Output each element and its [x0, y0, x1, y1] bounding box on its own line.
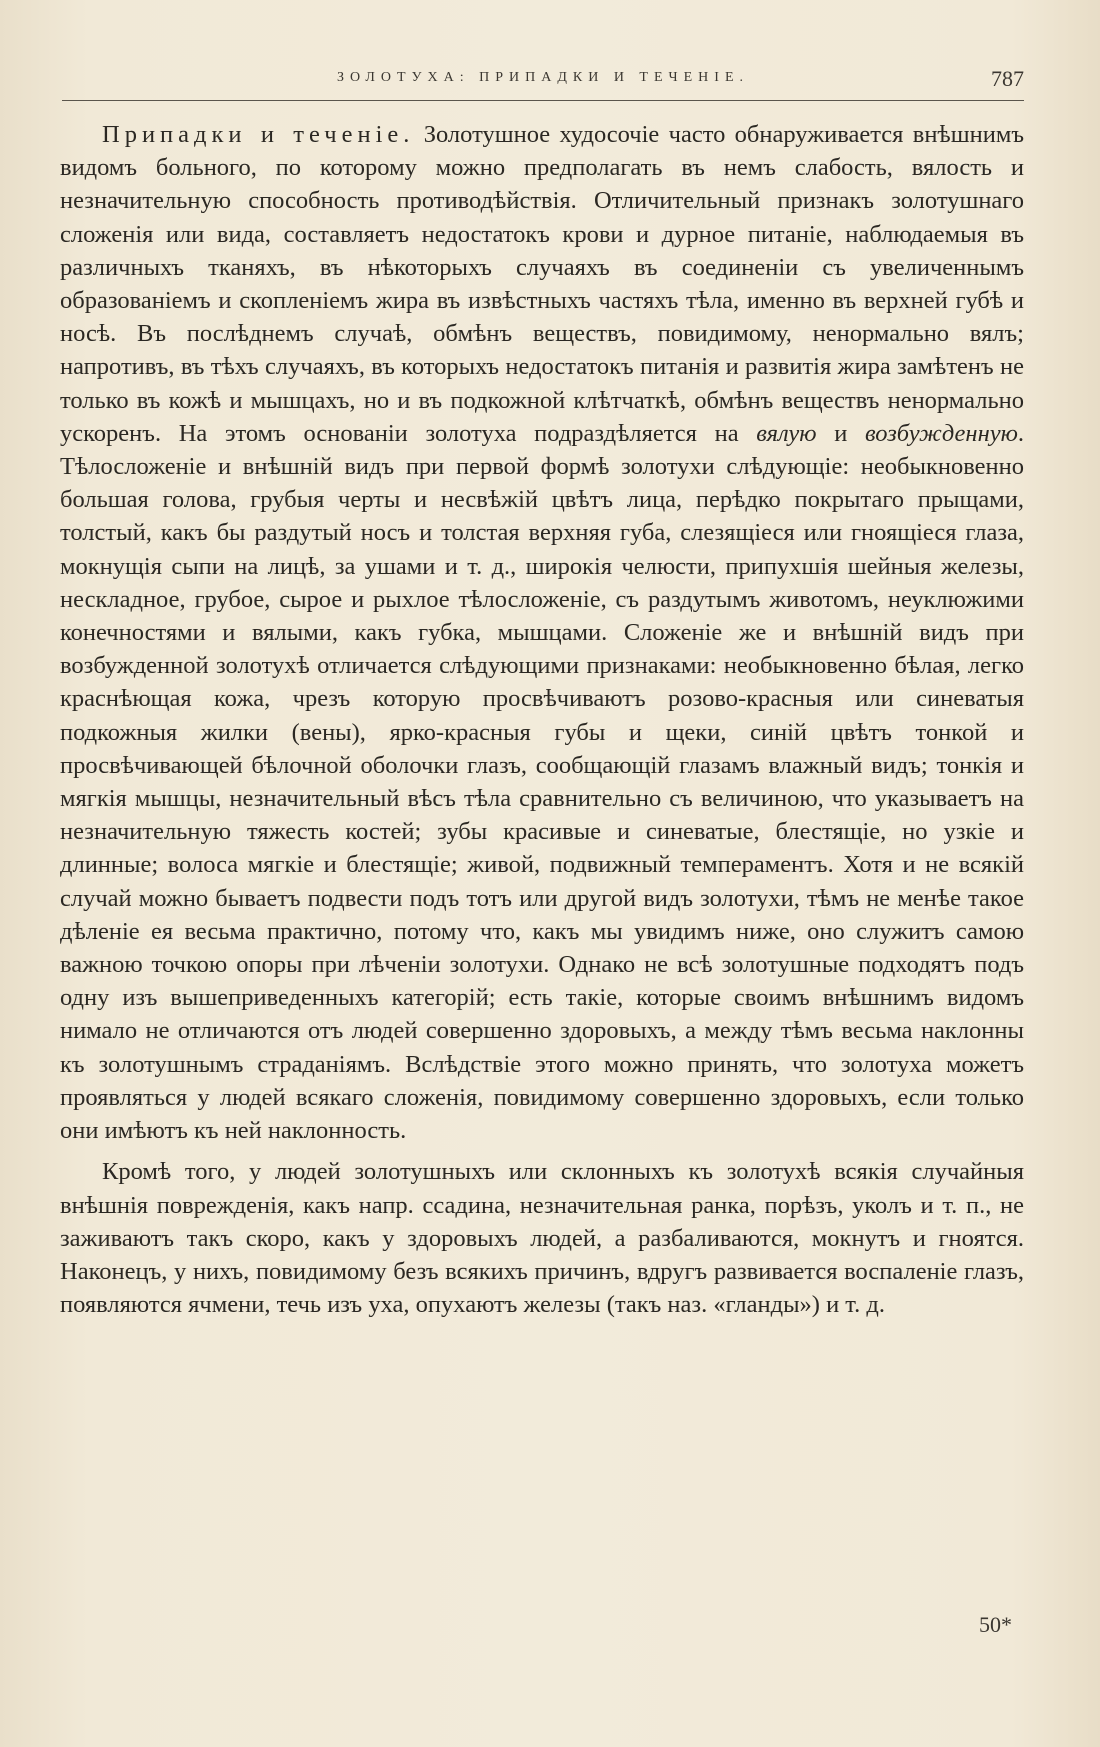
page-header [62, 66, 1024, 96]
running-head: ЗОЛОТУХА: ПРИПАДКИ И ТЕЧЕНІЕ. [336, 70, 750, 85]
emphasis-excited: возбужденную [865, 419, 1018, 447]
paragraph-injuries: Кромѣ того, у людей золотушныхъ или склонныхъ къ золотухѣ всякія случайныя внѣшнія поврежденія, какъ напр. ссадина, незначительная ранка, порѣзъ, уколъ и т. п., не заживаютъ такъ скоро, какъ у здоровыхъ людей, а разбаливаются, мокнутъ и гноятся. Наконецъ, у нихъ, повидимому безъ всякихъ причинъ, вдругъ развивается воспаленіе глазъ, появляются ячмени, течь изъ уха, опухаютъ железы (такъ наз. «гланды») и т. д. [60, 1158, 1024, 1319]
emphasis-sluggish: вялую [756, 419, 817, 447]
page-number: 787 [991, 66, 1024, 91]
header-rule [62, 100, 1024, 101]
paragraph-symptoms [60, 118, 1024, 1147]
body-text [60, 118, 1024, 1321]
paragraph-text: Золотушное худосочіе часто обнаруживается внѣшнимъ видомъ больного, по которому можно предполагать въ немъ слабость, вялость и незначительную способность противодѣйствія. Отличительный признакъ золотушнаго сложенія или вида, составляетъ недостатокъ крови и дурное питаніе, наблюдаемыя въ различныхъ тканяхъ, въ нѣкоторыхъ случаяхъ въ соединеніи съ увеличеннымъ образованіемъ и скопленіемъ жира въ извѣстныхъ частяхъ тѣла, именно въ верхней губѣ и носѣ. Въ послѣднемъ случаѣ, обмѣнъ веществъ, повидимому, ненормально вялъ; напротивъ, въ тѣхъ случаяхъ, въ которыхъ недостатокъ питанія и развитія жира замѣтенъ не только въ кожѣ и мышцахъ, но и въ подкожной клѣтчаткѣ, обмѣнъ веществъ ненормально ускоренъ. На этомъ основаніи золотуха подраздѣляется на [60, 121, 1024, 447]
paragraph-text: и [816, 419, 865, 447]
section-lead: Припадки и теченіе. [102, 121, 415, 148]
paragraph-text: . Тѣлосложеніе и внѣшній видъ при первой формѣ золотухи слѣдующіе: необыкновенно большая голова, грубыя черты и несвѣжій цвѣтъ лица, перѣдко покрытаго прыщами, толстый, какъ бы раздутый носъ и толстая верхняя губа, слезящіеся или гноящіеся глаза, мокнущія сыпи на лицѣ, за ушами и т. д., широкія челюсти, припухшія шейныя железы, нескладное, грубое, сырое и рыхлое тѣлосложеніе, съ раздутымъ животомъ, неуклюжими конечностями и вялыми, какъ губка, мышцами. Сложеніе же и внѣшній видъ при возбужденной золотухѣ отличается слѣдующими признаками: необыкновенно бѣлая, легко краснѣющая кожа, чрезъ которую просвѣчиваютъ розово-красныя или синеватыя подкожныя жилки (вены), ярко-красныя губы и щеки, синій цвѣтъ тонкой и просвѣчивающей бѣлочной оболочки глазъ, сообщающій глазамъ влажный видъ; тонкія и мягкія мышцы, незначительный вѣсъ тѣла сравнительно съ величиною, что указываетъ на незначительную тяжесть костей; зубы красивые и синеватые, блестящіе, но узкіе и длинные; волоса мягкіе и блестящіе; живой, подвижный темпераментъ. Хотя и не всякій случай можно бываетъ подвести подъ тотъ или другой видъ золотухи, тѣмъ не менѣе такое дѣленіе ея весьма практично, потому что, какъ мы увидимъ ниже, оно служитъ самою важною точкою опоры при лѣченіи золотухи. Однако не всѣ золотушные подходятъ подъ одну изъ вышеприведенныхъ категорій; есть такіе, которые своимъ внѣшнимъ видомъ нимало не отличаются отъ людей совершенно здоровыхъ, а между тѣмъ весьма наклонны къ золотушнымъ страданіямъ. Вслѣдствіе этого можно принять, что золотуха можетъ проявляться у людей всякаго сложенія, повидимому совершенно здоровыхъ, если только они имѣютъ къ ней наклонность. [60, 419, 1024, 1145]
signature-mark: 50* [979, 1612, 1012, 1637]
